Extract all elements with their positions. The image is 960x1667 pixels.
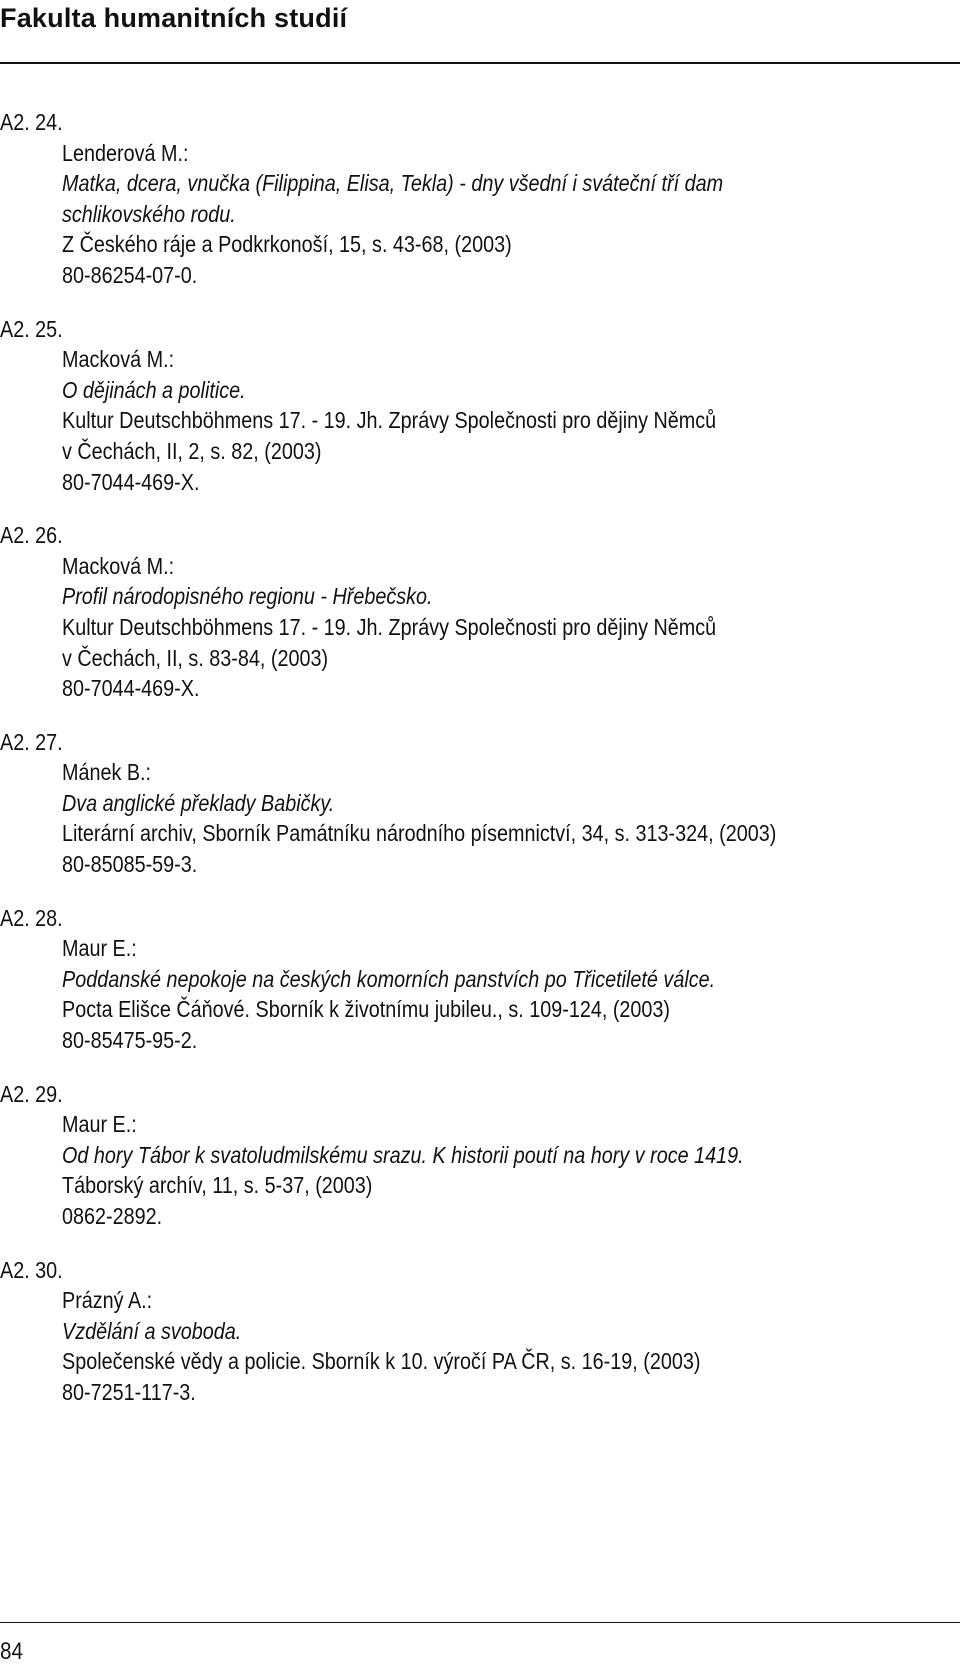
header-divider <box>0 62 960 64</box>
bibliography-entry <box>0 1079 960 1232</box>
bibliography-entry <box>0 1255 960 1408</box>
entry-source: Táborský archív, 11, s. 5-37, (2003) <box>62 1172 373 1199</box>
page-header-title: Fakulta humanitních studií <box>0 3 348 33</box>
entry-number: A2. 28. <box>0 904 63 931</box>
entry-author: Maur E.: <box>62 1111 137 1138</box>
page-number: 84 <box>0 1638 23 1665</box>
entry-number: A2. 27. <box>0 728 63 755</box>
entry-number: A2. 30. <box>0 1256 63 1283</box>
entry-title: Poddanské nepokoje na českých komorních panstvích po Třicetileté válce. <box>62 965 716 992</box>
entry-title: Profil národopisného regionu - Hřebečsko. <box>62 583 433 610</box>
bibliography-entry <box>0 314 960 498</box>
entry-source: v Čechách, II, s. 83-84, (2003) <box>62 644 329 671</box>
entry-isbn: 80-85475-95-2. <box>62 1027 198 1054</box>
entry-author: Mánek B.: <box>62 759 152 786</box>
entry-title: O dějinách a politice. <box>62 376 246 403</box>
entry-isbn: 80-7044-469-X. <box>62 675 200 702</box>
entry-number: A2. 24. <box>0 109 63 135</box>
entry-title: Od hory Tábor k svatoludmilskému srazu. K historii poutí na hory v roce 1419. <box>62 1141 744 1168</box>
entry-source: v Čechách, II, 2, s. 82, (2003) <box>62 437 322 464</box>
entry-number: A2. 26. <box>0 522 63 549</box>
entry-number: A2. 25. <box>0 315 63 342</box>
entry-isbn: 80-86254-07-0. <box>62 261 198 288</box>
entry-author: Macková M.: <box>62 552 175 579</box>
footer-divider <box>0 1622 960 1623</box>
entry-source: Literární archiv, Sborník Památníku národního písemnictví, 34, s. 313-324, (2003) <box>62 820 777 847</box>
entry-source: Společenské vědy a policie. Sborník k 10. výročí PA ČR, s. 16-19, (2003) <box>62 1348 701 1375</box>
entry-author: Macková M.: <box>62 346 175 373</box>
entry-isbn: 80-7251-117-3. <box>62 1378 196 1405</box>
entry-source: Z Českého ráje a Podkrkonoší, 15, s. 43-68, (2003) <box>62 231 512 258</box>
entry-author: Lenderová M.: <box>62 139 189 166</box>
entry-author: Prázný A.: <box>62 1287 153 1314</box>
bibliography-entry <box>0 903 960 1056</box>
entry-title: Dva anglické překlady Babičky. <box>62 789 335 816</box>
entry-title: Matka, dcera, vnučka (Filippina, Elisa, Tekla) - dny všední i sváteční tří dam <box>62 170 724 197</box>
entry-number: A2. 29. <box>0 1080 63 1107</box>
bibliography-list <box>0 107 960 1431</box>
bibliography-entry <box>0 107 960 291</box>
entry-isbn: 80-85085-59-3. <box>62 851 198 878</box>
entry-source: Kultur Deutschböhmens 17. - 19. Jh. Zprávy Společnosti pro dějiny Němců <box>62 613 717 640</box>
bibliography-entry <box>0 727 960 880</box>
entry-author: Maur E.: <box>62 935 137 962</box>
entry-isbn: 80-7044-469-X. <box>62 468 200 495</box>
entry-source: Kultur Deutschböhmens 17. - 19. Jh. Zprávy Společnosti pro dějiny Němců <box>62 407 717 434</box>
entry-title: schlikovského rodu. <box>62 200 236 227</box>
bibliography-entry <box>0 520 960 704</box>
entry-title: Vzdělání a svoboda. <box>62 1317 242 1344</box>
entry-source: Pocta Elišce Čáňové. Sborník k životnímu jubileu., s. 109-124, (2003) <box>62 996 671 1023</box>
entry-isbn: 0862-2892. <box>62 1203 163 1229</box>
